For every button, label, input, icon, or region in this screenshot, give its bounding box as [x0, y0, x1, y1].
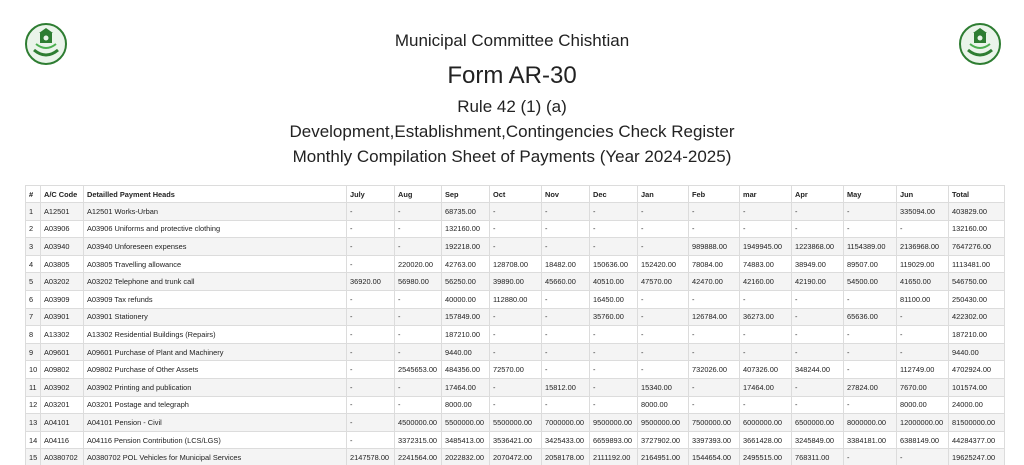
table-cell: -	[638, 203, 689, 221]
table-cell: 56980.00	[395, 273, 442, 291]
table-cell: -	[689, 378, 740, 396]
column-header: Aug	[395, 186, 442, 203]
table-cell: -	[897, 220, 949, 238]
table-cell: A03805	[41, 255, 84, 273]
table-cell: -	[689, 326, 740, 344]
table-cell: -	[844, 449, 897, 465]
table-cell: 42190.00	[792, 273, 844, 291]
column-header: Detailled Payment Heads	[84, 186, 347, 203]
table-cell: -	[638, 290, 689, 308]
table-cell: 2136968.00	[897, 238, 949, 256]
table-cell: 3	[26, 238, 41, 256]
table-cell: -	[638, 343, 689, 361]
table-cell: 9500000.00	[590, 414, 638, 432]
column-header: Apr	[792, 186, 844, 203]
table-row	[26, 343, 1005, 361]
table-cell: 40510.00	[590, 273, 638, 291]
table-cell: 8000.00	[638, 396, 689, 414]
column-header: May	[844, 186, 897, 203]
table-cell: -	[689, 203, 740, 221]
table-cell: 81500000.00	[949, 414, 1005, 432]
table-cell: 2241564.00	[395, 449, 442, 465]
table-cell: 422302.00	[949, 308, 1005, 326]
table-cell: -	[395, 396, 442, 414]
table-cell: -	[542, 203, 590, 221]
table-cell: 1	[26, 203, 41, 221]
table-cell: -	[347, 326, 395, 344]
table-cell: -	[347, 431, 395, 449]
table-cell: -	[792, 220, 844, 238]
column-header: Oct	[490, 186, 542, 203]
table-cell: -	[490, 378, 542, 396]
table-cell: -	[844, 290, 897, 308]
table-cell: -	[542, 220, 590, 238]
table-cell: 40000.00	[442, 290, 490, 308]
column-header: Total	[949, 186, 1005, 203]
table-cell: 3425433.00	[542, 431, 590, 449]
table-cell: -	[897, 449, 949, 465]
table-row	[26, 326, 1005, 344]
table-row	[26, 449, 1005, 465]
table-cell: -	[844, 203, 897, 221]
table-cell: 42470.00	[689, 273, 740, 291]
table-cell: A03906 Uniforms and protective clothing	[84, 220, 347, 238]
table-row	[26, 414, 1005, 432]
table-cell: -	[347, 238, 395, 256]
table-cell: 768311.00	[792, 449, 844, 465]
table-cell: -	[490, 220, 542, 238]
table-cell: 6388149.00	[897, 431, 949, 449]
table-body	[26, 203, 1005, 465]
table-cell: -	[395, 220, 442, 238]
table-row	[26, 361, 1005, 379]
table-cell: 3372315.00	[395, 431, 442, 449]
organization-title: Municipal Committee Chishtian	[394, 31, 630, 50]
table-cell: 4500000.00	[395, 414, 442, 432]
table-cell: -	[347, 378, 395, 396]
table-cell: 3536421.00	[490, 431, 542, 449]
table-cell: -	[490, 343, 542, 361]
table-cell: 403829.00	[949, 203, 1005, 221]
table-cell: -	[638, 220, 689, 238]
table-cell: 8000.00	[897, 396, 949, 414]
table-cell: 1154389.00	[844, 238, 897, 256]
table-cell: -	[490, 238, 542, 256]
table-cell: 157849.00	[442, 308, 490, 326]
table-cell: -	[844, 361, 897, 379]
table-cell: 989888.00	[689, 238, 740, 256]
table-cell: 11	[26, 378, 41, 396]
table-cell: -	[844, 220, 897, 238]
table-cell: -	[347, 396, 395, 414]
table-cell: -	[347, 414, 395, 432]
table-row	[26, 273, 1005, 291]
table-cell: 3384181.00	[844, 431, 897, 449]
table-cell: A03902	[41, 378, 84, 396]
table-cell: 47570.00	[638, 273, 689, 291]
table-cell: A0380702 POL Vehicles for Municipal Services	[84, 449, 347, 465]
table-cell: 4	[26, 255, 41, 273]
table-row	[26, 255, 1005, 273]
table-cell: 78084.00	[689, 255, 740, 273]
table-cell: 7000000.00	[542, 414, 590, 432]
table-cell: A04116 Pension Contribution (LCS/LGS)	[84, 431, 347, 449]
column-header: #	[26, 186, 41, 203]
table-cell: 6000000.00	[740, 414, 792, 432]
table-cell: -	[897, 343, 949, 361]
table-cell: 3245849.00	[792, 431, 844, 449]
table-cell: -	[638, 238, 689, 256]
table-row	[26, 308, 1005, 326]
table-cell: -	[590, 361, 638, 379]
table-cell: -	[490, 396, 542, 414]
table-cell: 152420.00	[638, 255, 689, 273]
table-cell: -	[347, 308, 395, 326]
table-cell: 2070472.00	[490, 449, 542, 465]
table-cell: -	[590, 343, 638, 361]
table-cell: 1949945.00	[740, 238, 792, 256]
table-cell: -	[542, 290, 590, 308]
rule-title: Rule 42 (1) (a)	[457, 97, 567, 116]
table-row	[26, 378, 1005, 396]
table-cell: A03901	[41, 308, 84, 326]
table-cell: 5	[26, 273, 41, 291]
table-cell: 36273.00	[740, 308, 792, 326]
table-cell: -	[792, 203, 844, 221]
table-cell: -	[542, 326, 590, 344]
table-cell: 72570.00	[490, 361, 542, 379]
table-cell: -	[590, 238, 638, 256]
table-cell: 2495515.00	[740, 449, 792, 465]
table-cell: 9440.00	[949, 343, 1005, 361]
table-cell: 6500000.00	[792, 414, 844, 432]
table-cell: 119029.00	[897, 255, 949, 273]
sheet-title: Monthly Compilation Sheet of Payments (Year 2024-2025)	[292, 147, 732, 166]
register-title: Development,Establishment,Contingencies Check Register	[289, 122, 735, 141]
table-cell: 42763.00	[442, 255, 490, 273]
table-header-row	[26, 186, 1005, 203]
table-row	[26, 396, 1005, 414]
table-cell: 5500000.00	[442, 414, 490, 432]
table-cell: A03909	[41, 290, 84, 308]
table-cell: A03901 Stationery	[84, 308, 347, 326]
table-cell: 335094.00	[897, 203, 949, 221]
table-cell: -	[395, 290, 442, 308]
table-row	[26, 203, 1005, 221]
table-cell: -	[590, 203, 638, 221]
table-cell: -	[689, 290, 740, 308]
table-cell: 132160.00	[442, 220, 490, 238]
table-cell: -	[689, 220, 740, 238]
table-cell: 3485413.00	[442, 431, 490, 449]
table-cell: 41650.00	[897, 273, 949, 291]
table-cell: -	[897, 326, 949, 344]
table-cell: 38949.00	[792, 255, 844, 273]
table-cell: 3727902.00	[638, 431, 689, 449]
table-cell: 348244.00	[792, 361, 844, 379]
table-cell: A03201	[41, 396, 84, 414]
column-header: Dec	[590, 186, 638, 203]
table-cell: -	[395, 378, 442, 396]
payments-table-container	[25, 185, 1004, 465]
column-header: Sep	[442, 186, 490, 203]
table-cell: A13302	[41, 326, 84, 344]
column-header: mar	[740, 186, 792, 203]
column-header: July	[347, 186, 395, 203]
table-cell: -	[542, 238, 590, 256]
table-cell: 1223868.00	[792, 238, 844, 256]
table-row	[26, 238, 1005, 256]
table-cell: -	[792, 326, 844, 344]
table-cell: 112749.00	[897, 361, 949, 379]
table-cell: 24000.00	[949, 396, 1005, 414]
table-cell: 39890.00	[490, 273, 542, 291]
table-cell: 5500000.00	[490, 414, 542, 432]
table-cell: 89507.00	[844, 255, 897, 273]
table-cell: -	[347, 343, 395, 361]
table-cell: -	[395, 238, 442, 256]
table-cell: -	[897, 308, 949, 326]
table-cell: 8000000.00	[844, 414, 897, 432]
table-cell: 15	[26, 449, 41, 465]
table-cell: 27824.00	[844, 378, 897, 396]
table-cell: -	[844, 343, 897, 361]
table-cell: A04101 Pension - Civil	[84, 414, 347, 432]
table-cell: 56250.00	[442, 273, 490, 291]
table-cell: A12501	[41, 203, 84, 221]
table-cell: 15340.00	[638, 378, 689, 396]
table-cell: A03202	[41, 273, 84, 291]
table-cell: -	[395, 326, 442, 344]
table-cell: 2	[26, 220, 41, 238]
table-cell: 7647276.00	[949, 238, 1005, 256]
table-cell: -	[689, 343, 740, 361]
table-cell: -	[542, 308, 590, 326]
column-header: Jan	[638, 186, 689, 203]
table-cell: 2164951.00	[638, 449, 689, 465]
table-cell: 14	[26, 431, 41, 449]
table-cell: 187210.00	[949, 326, 1005, 344]
table-cell: 9440.00	[442, 343, 490, 361]
table-cell: 484356.00	[442, 361, 490, 379]
table-cell: A09802	[41, 361, 84, 379]
table-cell: -	[395, 343, 442, 361]
table-cell: 132160.00	[949, 220, 1005, 238]
punjab-emblem-icon	[958, 22, 1002, 66]
table-cell: 9	[26, 343, 41, 361]
table-cell: -	[792, 378, 844, 396]
table-cell: -	[542, 343, 590, 361]
table-cell: -	[638, 326, 689, 344]
table-cell: 3661428.00	[740, 431, 792, 449]
table-cell: -	[590, 396, 638, 414]
table-cell: 250430.00	[949, 290, 1005, 308]
table-cell: 12	[26, 396, 41, 414]
table-cell: 407326.00	[740, 361, 792, 379]
table-cell: 2545653.00	[395, 361, 442, 379]
table-cell: -	[792, 343, 844, 361]
table-cell: 112880.00	[490, 290, 542, 308]
table-cell: 3397393.00	[689, 431, 740, 449]
table-cell: -	[792, 290, 844, 308]
table-cell: 2022832.00	[442, 449, 490, 465]
table-cell: -	[740, 326, 792, 344]
column-header: Nov	[542, 186, 590, 203]
table-cell: 15812.00	[542, 378, 590, 396]
table-cell: 7670.00	[897, 378, 949, 396]
table-cell: 732026.00	[689, 361, 740, 379]
table-cell: 54500.00	[844, 273, 897, 291]
table-cell: A04101	[41, 414, 84, 432]
table-cell: 17464.00	[740, 378, 792, 396]
table-cell: -	[490, 308, 542, 326]
form-title: Form AR-30	[447, 62, 577, 89]
table-cell: -	[638, 361, 689, 379]
table-cell: 192218.00	[442, 238, 490, 256]
table-cell: 128708.00	[490, 255, 542, 273]
table-cell: 65636.00	[844, 308, 897, 326]
table-cell: 7	[26, 308, 41, 326]
table-cell: 10	[26, 361, 41, 379]
table-cell: A03902 Printing and publication	[84, 378, 347, 396]
table-cell: -	[740, 220, 792, 238]
table-cell: -	[347, 290, 395, 308]
table-cell: -	[490, 326, 542, 344]
table-cell: 81100.00	[897, 290, 949, 308]
table-cell: -	[395, 203, 442, 221]
table-cell: -	[740, 290, 792, 308]
table-cell: A03940 Unforeseen expenses	[84, 238, 347, 256]
table-cell: 68735.00	[442, 203, 490, 221]
table-cell: 6659893.00	[590, 431, 638, 449]
table-cell: -	[740, 343, 792, 361]
table-cell: 18482.00	[542, 255, 590, 273]
table-cell: A03909 Tax refunds	[84, 290, 347, 308]
table-cell: 16450.00	[590, 290, 638, 308]
table-cell: -	[638, 308, 689, 326]
table-cell: 42160.00	[740, 273, 792, 291]
table-cell: A04116	[41, 431, 84, 449]
table-cell: -	[740, 203, 792, 221]
table-cell: 8	[26, 326, 41, 344]
table-cell: 101574.00	[949, 378, 1005, 396]
table-cell: 17464.00	[442, 378, 490, 396]
table-cell: A09802 Purchase of Other Assets	[84, 361, 347, 379]
table-cell: -	[347, 361, 395, 379]
table-cell: 2147578.00	[347, 449, 395, 465]
table-cell: 44284377.00	[949, 431, 1005, 449]
table-cell: A09601	[41, 343, 84, 361]
table-cell: -	[689, 396, 740, 414]
table-cell: A03202 Telephone and trunk call	[84, 273, 347, 291]
table-cell: -	[844, 396, 897, 414]
table-cell: -	[395, 308, 442, 326]
table-cell: 8000.00	[442, 396, 490, 414]
table-cell: -	[542, 361, 590, 379]
table-cell: -	[542, 396, 590, 414]
table-cell: -	[590, 326, 638, 344]
report-header	[0, 0, 1024, 180]
table-cell: 546750.00	[949, 273, 1005, 291]
table-cell: A03201 Postage and telegraph	[84, 396, 347, 414]
table-row	[26, 290, 1005, 308]
table-cell: -	[490, 203, 542, 221]
table-cell: 150636.00	[590, 255, 638, 273]
table-cell: 220020.00	[395, 255, 442, 273]
column-header: Feb	[689, 186, 740, 203]
table-cell: 35760.00	[590, 308, 638, 326]
table-cell: 9500000.00	[638, 414, 689, 432]
table-row	[26, 220, 1005, 238]
table-cell: -	[347, 203, 395, 221]
table-cell: 1113481.00	[949, 255, 1005, 273]
table-cell: 2111192.00	[590, 449, 638, 465]
payments-table	[25, 185, 1005, 465]
column-header: A/C Code	[41, 186, 84, 203]
table-cell: -	[740, 396, 792, 414]
column-header: Jun	[897, 186, 949, 203]
table-cell: A09601 Purchase of Plant and Machinery	[84, 343, 347, 361]
table-cell: 7500000.00	[689, 414, 740, 432]
table-cell: -	[590, 378, 638, 396]
table-cell: 13	[26, 414, 41, 432]
table-cell: 126784.00	[689, 308, 740, 326]
table-cell: 2058178.00	[542, 449, 590, 465]
table-cell: A03940	[41, 238, 84, 256]
table-cell: 74883.00	[740, 255, 792, 273]
table-cell: A03805 Travelling allowance	[84, 255, 347, 273]
table-cell: A13302 Residential Buildings (Repairs)	[84, 326, 347, 344]
table-row	[26, 431, 1005, 449]
table-cell: -	[590, 220, 638, 238]
table-cell: 36920.00	[347, 273, 395, 291]
table-cell: 1544654.00	[689, 449, 740, 465]
table-cell: A0380702	[41, 449, 84, 465]
table-cell: -	[347, 255, 395, 273]
table-cell: 4702924.00	[949, 361, 1005, 379]
table-cell: -	[347, 220, 395, 238]
table-cell: A12501 Works-Urban	[84, 203, 347, 221]
table-cell: 12000000.00	[897, 414, 949, 432]
table-cell: 187210.00	[442, 326, 490, 344]
table-cell: -	[844, 326, 897, 344]
table-cell: 45660.00	[542, 273, 590, 291]
table-cell: A03906	[41, 220, 84, 238]
table-cell: -	[792, 308, 844, 326]
table-cell: 6	[26, 290, 41, 308]
table-cell: 19625247.00	[949, 449, 1005, 465]
table-cell: -	[792, 396, 844, 414]
